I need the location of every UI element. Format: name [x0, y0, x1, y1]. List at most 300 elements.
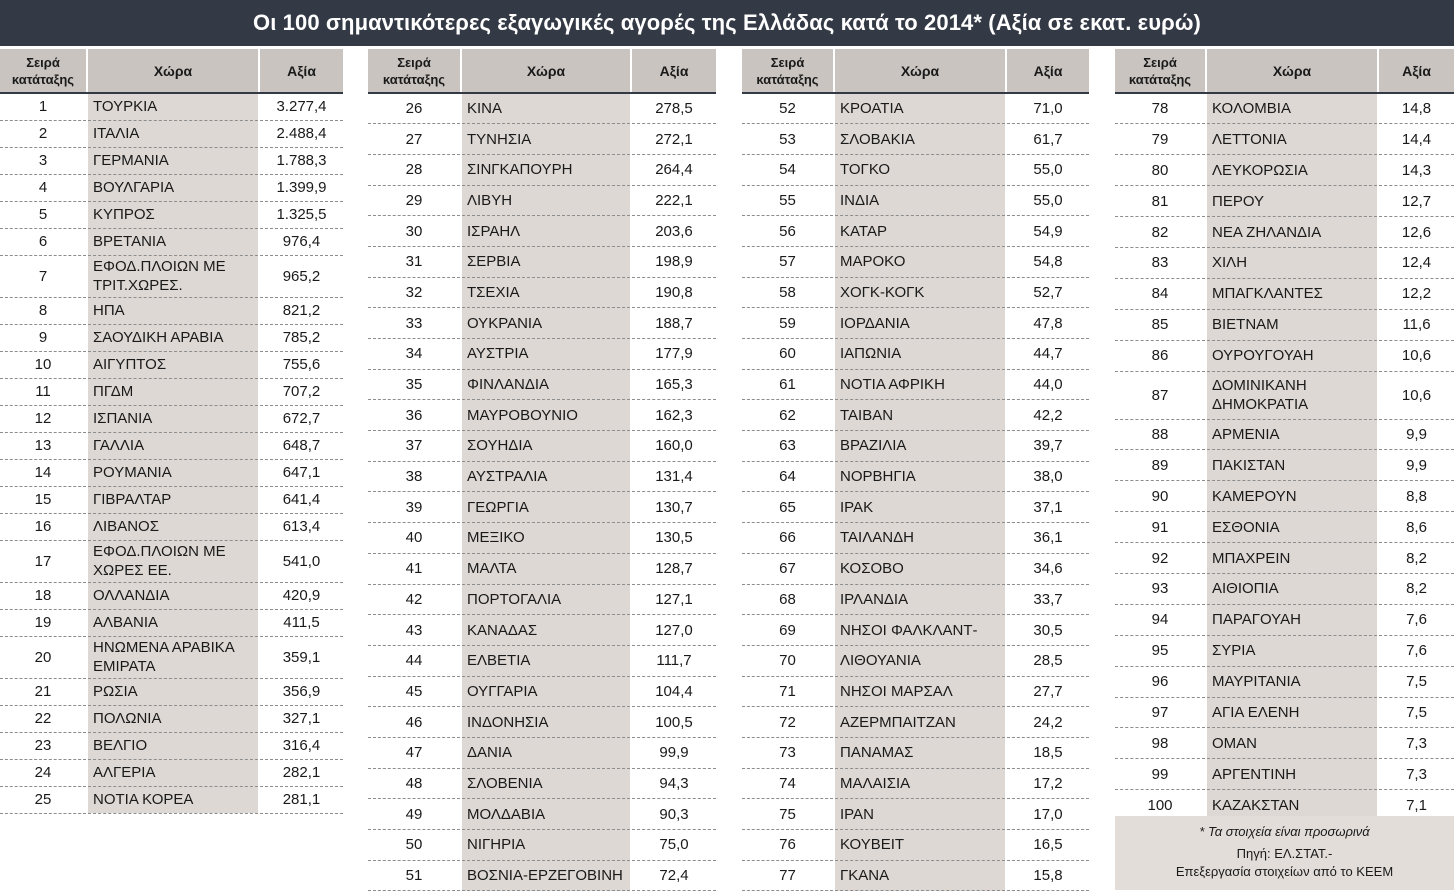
table-row	[0, 201, 343, 228]
table-row	[0, 609, 343, 636]
value-cell: 165,3	[631, 369, 716, 400]
rank-cell: 36	[368, 400, 461, 431]
rank-cell: 98	[1115, 728, 1206, 759]
table-row	[1115, 512, 1454, 543]
country-cell: ΝΙΓΗΡΙΑ	[461, 830, 631, 861]
rank-cell: 12	[0, 405, 87, 432]
table-row	[742, 277, 1089, 308]
value-cell: 94,3	[631, 768, 716, 799]
value-cell: 12,6	[1378, 217, 1454, 248]
value-cell: 55,0	[1006, 185, 1089, 216]
value-cell: 127,0	[631, 615, 716, 646]
rank-cell: 50	[368, 830, 461, 861]
table-row	[0, 93, 343, 120]
rank-cell: 53	[742, 124, 834, 155]
table-row	[368, 369, 716, 400]
country-cell: ΜΠΑΧΡΕΙΝ	[1206, 543, 1378, 574]
value-cell: 18,5	[1006, 737, 1089, 768]
rank-cell: 48	[368, 768, 461, 799]
rank-cell: 84	[1115, 278, 1206, 309]
country-cell: ΠΓΔΜ	[87, 378, 259, 405]
value-cell: 190,8	[631, 277, 716, 308]
rank-cell: 75	[742, 799, 834, 830]
country-cell: ΛΕΤΤΟΝΙΑ	[1206, 124, 1378, 155]
value-cell: 8,6	[1378, 512, 1454, 543]
value-cell: 755,6	[259, 351, 343, 378]
table-column-1	[0, 49, 343, 814]
table-row	[742, 461, 1089, 492]
table-row	[0, 297, 343, 324]
country-cell: ΑΛΓΕΡΙΑ	[87, 759, 259, 786]
country-cell: ΜΕΞΙΚΟ	[461, 523, 631, 554]
country-header: Χώρα	[87, 49, 259, 93]
table-row	[0, 732, 343, 759]
value-cell: 130,5	[631, 523, 716, 554]
rank-cell: 82	[1115, 217, 1206, 248]
rank-cell: 67	[742, 553, 834, 584]
value-cell: 14,4	[1378, 124, 1454, 155]
rank-cell: 11	[0, 378, 87, 405]
table-row	[742, 676, 1089, 707]
table-row	[368, 154, 716, 185]
value-cell: 965,2	[259, 255, 343, 297]
rank-cell: 6	[0, 228, 87, 255]
value-cell: 7,6	[1378, 635, 1454, 666]
value-cell: 359,1	[259, 636, 343, 678]
country-cell: ΚΑΤΑΡ	[834, 216, 1006, 247]
table-row	[1115, 186, 1454, 217]
table-row	[742, 431, 1089, 462]
rank-cell: 32	[368, 277, 461, 308]
country-cell: ΕΦΟΔ.ΠΛΟΙΩΝ ΜΕ ΤΡΙΤ.ΧΩΡΕΣ.	[87, 255, 259, 297]
country-cell: ΙΟΡΔΑΝΙΑ	[834, 308, 1006, 339]
country-cell: ΝΗΣΟΙ ΦΑΛΚΛΑΝΤ-	[834, 615, 1006, 646]
value-cell: 281,1	[259, 786, 343, 813]
exports-table-3	[742, 49, 1089, 891]
table-row	[742, 185, 1089, 216]
value-cell: 36,1	[1006, 523, 1089, 554]
country-cell: ΕΦΟΔ.ΠΛΟΙΩΝ ΜΕ ΧΩΡΕΣ ΕΕ.	[87, 540, 259, 582]
country-cell: ΤΥΝΗΣΙΑ	[461, 124, 631, 155]
value-cell: 1.788,3	[259, 147, 343, 174]
table-row	[742, 707, 1089, 738]
table-row	[742, 93, 1089, 124]
table-row	[368, 645, 716, 676]
rank-cell: 27	[368, 124, 461, 155]
value-cell: 99,9	[631, 737, 716, 768]
country-cell: ΛΙΒΑΝΟΣ	[87, 513, 259, 540]
table-row	[742, 154, 1089, 185]
table-column-4	[1115, 49, 1454, 821]
exports-table-4	[1115, 49, 1454, 821]
value-cell: 647,1	[259, 459, 343, 486]
value-cell: 75,0	[631, 830, 716, 861]
country-cell: ΑΥΣΤΡΙΑ	[461, 339, 631, 370]
rank-cell: 2	[0, 120, 87, 147]
table-row	[368, 860, 716, 891]
source-note	[1115, 839, 1454, 881]
table-row	[368, 553, 716, 584]
country-cell: ΟΥΚΡΑΝΙΑ	[461, 308, 631, 339]
value-cell: 8,2	[1378, 543, 1454, 574]
table-row	[0, 513, 343, 540]
rank-cell: 70	[742, 645, 834, 676]
rank-cell: 61	[742, 369, 834, 400]
rank-header: Σειρά κατάταξης	[0, 49, 87, 93]
table-column-2	[368, 49, 716, 891]
rank-cell: 43	[368, 615, 461, 646]
rank-cell: 13	[0, 432, 87, 459]
value-cell: 9,9	[1378, 419, 1454, 450]
table-row	[0, 705, 343, 732]
rank-cell: 25	[0, 786, 87, 813]
country-cell: ΜΑΥΡΟΒΟΥΝΙΟ	[461, 400, 631, 431]
source-line-1: Πηγή: ΕΛ.ΣΤΑΤ.-	[1236, 846, 1333, 861]
country-cell: ΠΕΡΟΥ	[1206, 186, 1378, 217]
table-row	[1115, 419, 1454, 450]
rank-cell: 46	[368, 707, 461, 738]
value-cell: 111,7	[631, 645, 716, 676]
table-body	[0, 93, 343, 813]
country-cell: ΜΟΛΔΑΒΙΑ	[461, 799, 631, 830]
rank-cell: 51	[368, 860, 461, 891]
value-cell: 11,6	[1378, 309, 1454, 340]
country-cell: ΚΟΣΟΒΟ	[834, 553, 1006, 584]
rank-cell: 89	[1115, 450, 1206, 481]
table-row	[368, 339, 716, 370]
table-row	[742, 615, 1089, 646]
table-row	[1115, 728, 1454, 759]
table-row	[742, 860, 1089, 891]
rank-cell: 63	[742, 431, 834, 462]
value-cell: 130,7	[631, 492, 716, 523]
country-cell: ΟΜΑΝ	[1206, 728, 1378, 759]
country-cell: ΤΑΙΛΑΝΔΗ	[834, 523, 1006, 554]
rank-cell: 5	[0, 201, 87, 228]
country-cell: ΑΓΙΑ ΕΛΕΝΗ	[1206, 697, 1378, 728]
rank-header: Σειρά κατάταξης	[1115, 49, 1206, 93]
rank-cell: 79	[1115, 124, 1206, 155]
table-row	[1115, 309, 1454, 340]
table-row	[1115, 543, 1454, 574]
rank-cell: 22	[0, 705, 87, 732]
country-cell: ΑΛΒΑΝΙΑ	[87, 609, 259, 636]
rank-cell: 15	[0, 486, 87, 513]
value-cell: 641,4	[259, 486, 343, 513]
table-row	[368, 431, 716, 462]
value-cell: 707,2	[259, 378, 343, 405]
rank-cell: 33	[368, 308, 461, 339]
table-row	[368, 246, 716, 277]
rank-cell: 87	[1115, 371, 1206, 419]
rank-cell: 66	[742, 523, 834, 554]
value-cell: 54,9	[1006, 216, 1089, 247]
value-header: Αξία	[631, 49, 716, 93]
country-cell: ΚΑΖΑΚΣΤΑΝ	[1206, 790, 1378, 821]
rank-cell: 42	[368, 584, 461, 615]
value-cell: 2.488,4	[259, 120, 343, 147]
rank-cell: 90	[1115, 481, 1206, 512]
value-cell: 7,3	[1378, 728, 1454, 759]
country-header: Χώρα	[834, 49, 1006, 93]
rank-cell: 49	[368, 799, 461, 830]
value-cell: 356,9	[259, 678, 343, 705]
value-cell: 272,1	[631, 124, 716, 155]
table-row	[1115, 604, 1454, 635]
rank-header: Σειρά κατάταξης	[368, 49, 461, 93]
table-row	[742, 584, 1089, 615]
country-cell: ΜΑΛΑΙΣΙΑ	[834, 768, 1006, 799]
exports-table-2	[368, 49, 716, 891]
value-cell: 162,3	[631, 400, 716, 431]
value-cell: 16,5	[1006, 830, 1089, 861]
value-cell: 52,7	[1006, 277, 1089, 308]
country-cell: ΚΥΠΡΟΣ	[87, 201, 259, 228]
table-column-3	[742, 49, 1089, 891]
source-line-2: Επεξεργασία στοιχείων από το ΚΕΕΜ	[1175, 864, 1394, 879]
table-row	[1115, 573, 1454, 604]
country-cell: ΒΕΛΓΙΟ	[87, 732, 259, 759]
value-header: Αξία	[259, 49, 343, 93]
country-cell: ΠΑΚΙΣΤΑΝ	[1206, 450, 1378, 481]
rank-cell: 59	[742, 308, 834, 339]
country-cell: ΟΥΡΟΥΓΟΥΑΗ	[1206, 340, 1378, 371]
rank-cell: 26	[368, 93, 461, 124]
rank-cell: 52	[742, 93, 834, 124]
exports-table-1	[0, 49, 343, 814]
table-row	[0, 405, 343, 432]
country-cell: ΤΟΓΚΟ	[834, 154, 1006, 185]
value-cell: 128,7	[631, 553, 716, 584]
table-row	[368, 492, 716, 523]
table-row	[0, 147, 343, 174]
country-cell: ΣΙΝΓΚΑΠΟΥΡΗ	[461, 154, 631, 185]
country-cell: ΤΣΕΧΙΑ	[461, 277, 631, 308]
value-cell: 131,4	[631, 461, 716, 492]
table-row	[1115, 124, 1454, 155]
table-row	[0, 678, 343, 705]
value-cell: 7,6	[1378, 604, 1454, 635]
country-cell: ΣΟΥΗΔΙΑ	[461, 431, 631, 462]
rank-cell: 47	[368, 737, 461, 768]
country-cell: ΟΥΓΓΑΡΙΑ	[461, 676, 631, 707]
value-cell: 38,0	[1006, 461, 1089, 492]
table-row	[0, 255, 343, 297]
rank-cell: 19	[0, 609, 87, 636]
table-row	[1115, 247, 1454, 278]
rank-cell: 83	[1115, 247, 1206, 278]
table-row	[0, 351, 343, 378]
value-cell: 12,2	[1378, 278, 1454, 309]
country-cell: ΓΙΒΡΑΛΤΑΡ	[87, 486, 259, 513]
value-cell: 785,2	[259, 324, 343, 351]
rank-cell: 40	[368, 523, 461, 554]
rank-cell: 95	[1115, 635, 1206, 666]
country-cell: ΚΟΥΒΕΙΤ	[834, 830, 1006, 861]
table-row	[742, 308, 1089, 339]
table-row	[742, 339, 1089, 370]
value-cell: 264,4	[631, 154, 716, 185]
rank-cell: 16	[0, 513, 87, 540]
table-row	[742, 799, 1089, 830]
rank-cell: 69	[742, 615, 834, 646]
value-cell: 203,6	[631, 216, 716, 247]
rank-cell: 44	[368, 645, 461, 676]
country-header: Χώρα	[461, 49, 631, 93]
value-header: Αξία	[1006, 49, 1089, 93]
rank-cell: 35	[368, 369, 461, 400]
rank-cell: 88	[1115, 419, 1206, 450]
rank-cell: 14	[0, 459, 87, 486]
country-cell: ΒΙΕΤΝΑΜ	[1206, 309, 1378, 340]
country-cell: ΣΥΡΙΑ	[1206, 635, 1378, 666]
value-cell: 24,2	[1006, 707, 1089, 738]
rank-cell: 86	[1115, 340, 1206, 371]
country-cell: ΙΡΑΚ	[834, 492, 1006, 523]
value-cell: 198,9	[631, 246, 716, 277]
table-row	[368, 799, 716, 830]
value-cell: 100,5	[631, 707, 716, 738]
rank-cell: 96	[1115, 666, 1206, 697]
table-row	[742, 400, 1089, 431]
table-row	[0, 120, 343, 147]
value-cell: 411,5	[259, 609, 343, 636]
table-row	[368, 707, 716, 738]
table-row	[1115, 666, 1454, 697]
country-cell: ΠΑΝΑΜΑΣ	[834, 737, 1006, 768]
rank-cell: 28	[368, 154, 461, 185]
country-cell: ΝΗΣΟΙ ΜΑΡΣΑΛ	[834, 676, 1006, 707]
value-cell: 8,2	[1378, 573, 1454, 604]
country-cell: ΙΝΔΟΝΗΣΙΑ	[461, 707, 631, 738]
rank-cell: 100	[1115, 790, 1206, 821]
rank-cell: 56	[742, 216, 834, 247]
country-cell: ΑΖΕΡΜΠΑΙΤΖΑΝ	[834, 707, 1006, 738]
table-row	[742, 737, 1089, 768]
value-cell: 44,0	[1006, 369, 1089, 400]
value-cell: 33,7	[1006, 584, 1089, 615]
country-cell: ΙΑΠΩΝΙΑ	[834, 339, 1006, 370]
table-row	[1115, 217, 1454, 248]
table-row	[0, 324, 343, 351]
rank-cell: 10	[0, 351, 87, 378]
value-cell: 71,0	[1006, 93, 1089, 124]
value-cell: 8,8	[1378, 481, 1454, 512]
country-cell: ΠΟΛΩΝΙΑ	[87, 705, 259, 732]
value-cell: 188,7	[631, 308, 716, 339]
table-row	[1115, 93, 1454, 124]
table-row	[368, 737, 716, 768]
value-cell: 1.399,9	[259, 174, 343, 201]
country-header: Χώρα	[1206, 49, 1378, 93]
country-cell: ΧΙΛΗ	[1206, 247, 1378, 278]
value-cell: 27,7	[1006, 676, 1089, 707]
country-cell: ΒΡΑΖΙΛΙΑ	[834, 431, 1006, 462]
country-cell: ΗΝΩΜΕΝΑ ΑΡΑΒΙΚΑ ΕΜΙΡΑΤΑ	[87, 636, 259, 678]
value-cell: 30,5	[1006, 615, 1089, 646]
table-row	[1115, 759, 1454, 790]
value-cell: 12,4	[1378, 247, 1454, 278]
rank-cell: 9	[0, 324, 87, 351]
table-row	[368, 185, 716, 216]
rank-cell: 24	[0, 759, 87, 786]
country-cell: ΟΛΛΑΝΔΙΑ	[87, 582, 259, 609]
value-cell: 177,9	[631, 339, 716, 370]
country-cell: ΦΙΝΛΑΝΔΙΑ	[461, 369, 631, 400]
table-row	[368, 830, 716, 861]
table-row	[1115, 371, 1454, 419]
country-cell: ΜΑΛΤΑ	[461, 553, 631, 584]
rank-cell: 93	[1115, 573, 1206, 604]
rank-cell: 85	[1115, 309, 1206, 340]
rank-cell: 76	[742, 830, 834, 861]
country-cell: ΒΟΥΛΓΑΡΙΑ	[87, 174, 259, 201]
value-cell: 420,9	[259, 582, 343, 609]
table-row	[1115, 697, 1454, 728]
value-header: Αξία	[1378, 49, 1454, 93]
table-row	[742, 645, 1089, 676]
rank-cell: 62	[742, 400, 834, 431]
notes-box	[1115, 816, 1454, 890]
value-cell: 541,0	[259, 540, 343, 582]
footnote: * Τα στοιχεία είναι προσωρινά	[1199, 824, 1370, 839]
rank-cell: 8	[0, 297, 87, 324]
table-row	[742, 124, 1089, 155]
rank-cell: 34	[368, 339, 461, 370]
table-row	[1115, 450, 1454, 481]
value-cell: 37,1	[1006, 492, 1089, 523]
rank-cell: 30	[368, 216, 461, 247]
value-cell: 17,0	[1006, 799, 1089, 830]
value-cell: 1.325,5	[259, 201, 343, 228]
table-row	[0, 174, 343, 201]
table-row	[368, 400, 716, 431]
country-cell: ΝΟΡΒΗΓΙΑ	[834, 461, 1006, 492]
rank-cell: 38	[368, 461, 461, 492]
value-cell: 672,7	[259, 405, 343, 432]
table-row	[0, 486, 343, 513]
table-row	[368, 615, 716, 646]
value-cell: 316,4	[259, 732, 343, 759]
country-cell: ΡΩΣΙΑ	[87, 678, 259, 705]
country-cell: ΚΙΝΑ	[461, 93, 631, 124]
table-body	[1115, 93, 1454, 821]
value-cell: 39,7	[1006, 431, 1089, 462]
country-cell: ΑΙΘΙΟΠΙΑ	[1206, 573, 1378, 604]
rank-cell: 41	[368, 553, 461, 584]
table-row	[742, 246, 1089, 277]
country-cell: ΙΣΡΑΗΛ	[461, 216, 631, 247]
rank-cell: 72	[742, 707, 834, 738]
value-cell: 7,3	[1378, 759, 1454, 790]
country-cell: ΣΑΟΥΔΙΚΗ ΑΡΑΒΙΑ	[87, 324, 259, 351]
value-cell: 44,7	[1006, 339, 1089, 370]
rank-cell: 20	[0, 636, 87, 678]
country-cell: ΙΝΔΙΑ	[834, 185, 1006, 216]
country-cell: ΙΡΑΝ	[834, 799, 1006, 830]
rank-cell: 68	[742, 584, 834, 615]
rank-cell: 4	[0, 174, 87, 201]
country-cell: ΚΑΝΑΔΑΣ	[461, 615, 631, 646]
country-cell: ΣΛΟΒΑΚΙΑ	[834, 124, 1006, 155]
table-row	[0, 759, 343, 786]
value-cell: 9,9	[1378, 450, 1454, 481]
country-cell: ΧΟΓΚ-ΚΟΓΚ	[834, 277, 1006, 308]
table-row	[742, 523, 1089, 554]
value-cell: 34,6	[1006, 553, 1089, 584]
country-cell: ΜΑΥΡΙΤΑΝΙΑ	[1206, 666, 1378, 697]
value-cell: 14,8	[1378, 93, 1454, 124]
